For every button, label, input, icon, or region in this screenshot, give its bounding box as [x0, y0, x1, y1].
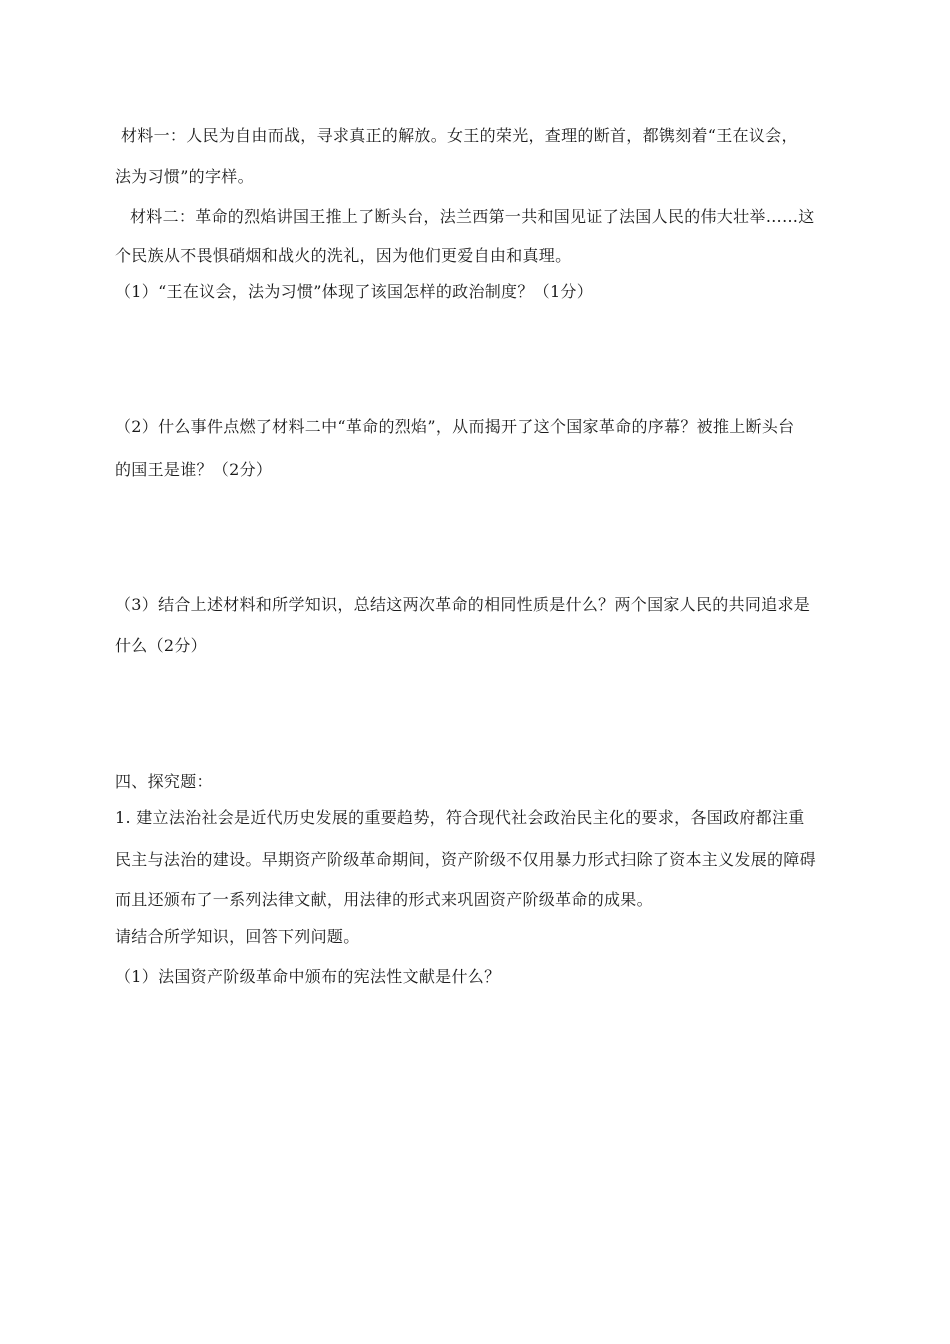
material-one-line-1: 材料一：人民为自由而战，寻求真正的解放。女王的荣光，查理的断首，都镌刻着“王在议会，	[121, 126, 798, 145]
section-four-heading: 四、探究题：	[115, 772, 213, 791]
question-2-line-2: 的国王是谁？（2分）	[115, 460, 273, 479]
material-two-line-1: 材料二：革命的烈焰讲国王推上了断头台，法兰西第一共和国见证了法国人民的伟大壮举……这	[130, 207, 815, 226]
section-four-sub-question-1: （1）法国资产阶级革命中颁布的宪法性文献是什么？	[115, 967, 501, 986]
question-3-line-1: （3）结合上述材料和所学知识，总结这两次革命的相同性质是什么？两个国家人民的共同追求是	[115, 595, 811, 614]
question-1: （1）“王在议会，法为习惯”体现了该国怎样的政治制度？（1分）	[115, 282, 594, 301]
question-3-line-2: 什么（2分）	[115, 636, 207, 655]
section-four-instruction: 请结合所学知识，回答下列问题。	[115, 927, 360, 946]
question-2-line-1: （2）什么事件点燃了材料二中“革命的烈焰”，从而揭开了这个国家革命的序幕？被推上断头台	[115, 417, 795, 436]
section-four-item-1-line-1: 1. 建立法治社会是近代历史发展的重要趋势，符合现代社会政治民主化的要求，各国政府都注重	[115, 808, 805, 827]
material-two-line-2: 个民族从不畏惧硝烟和战火的洗礼，因为他们更爱自由和真理。	[115, 246, 572, 265]
section-four-item-1-line-2: 民主与法治的建设。早期资产阶级革命期间，资产阶级不仅用暴力形式扫除了资本主义发展的障碍	[115, 850, 816, 869]
section-four-item-1-line-3: 而且还颁布了一系列法律文献，用法律的形式来巩固资产阶级革命的成果。	[115, 890, 653, 909]
material-one-line-2: 法为习惯”的字样。	[115, 167, 254, 186]
